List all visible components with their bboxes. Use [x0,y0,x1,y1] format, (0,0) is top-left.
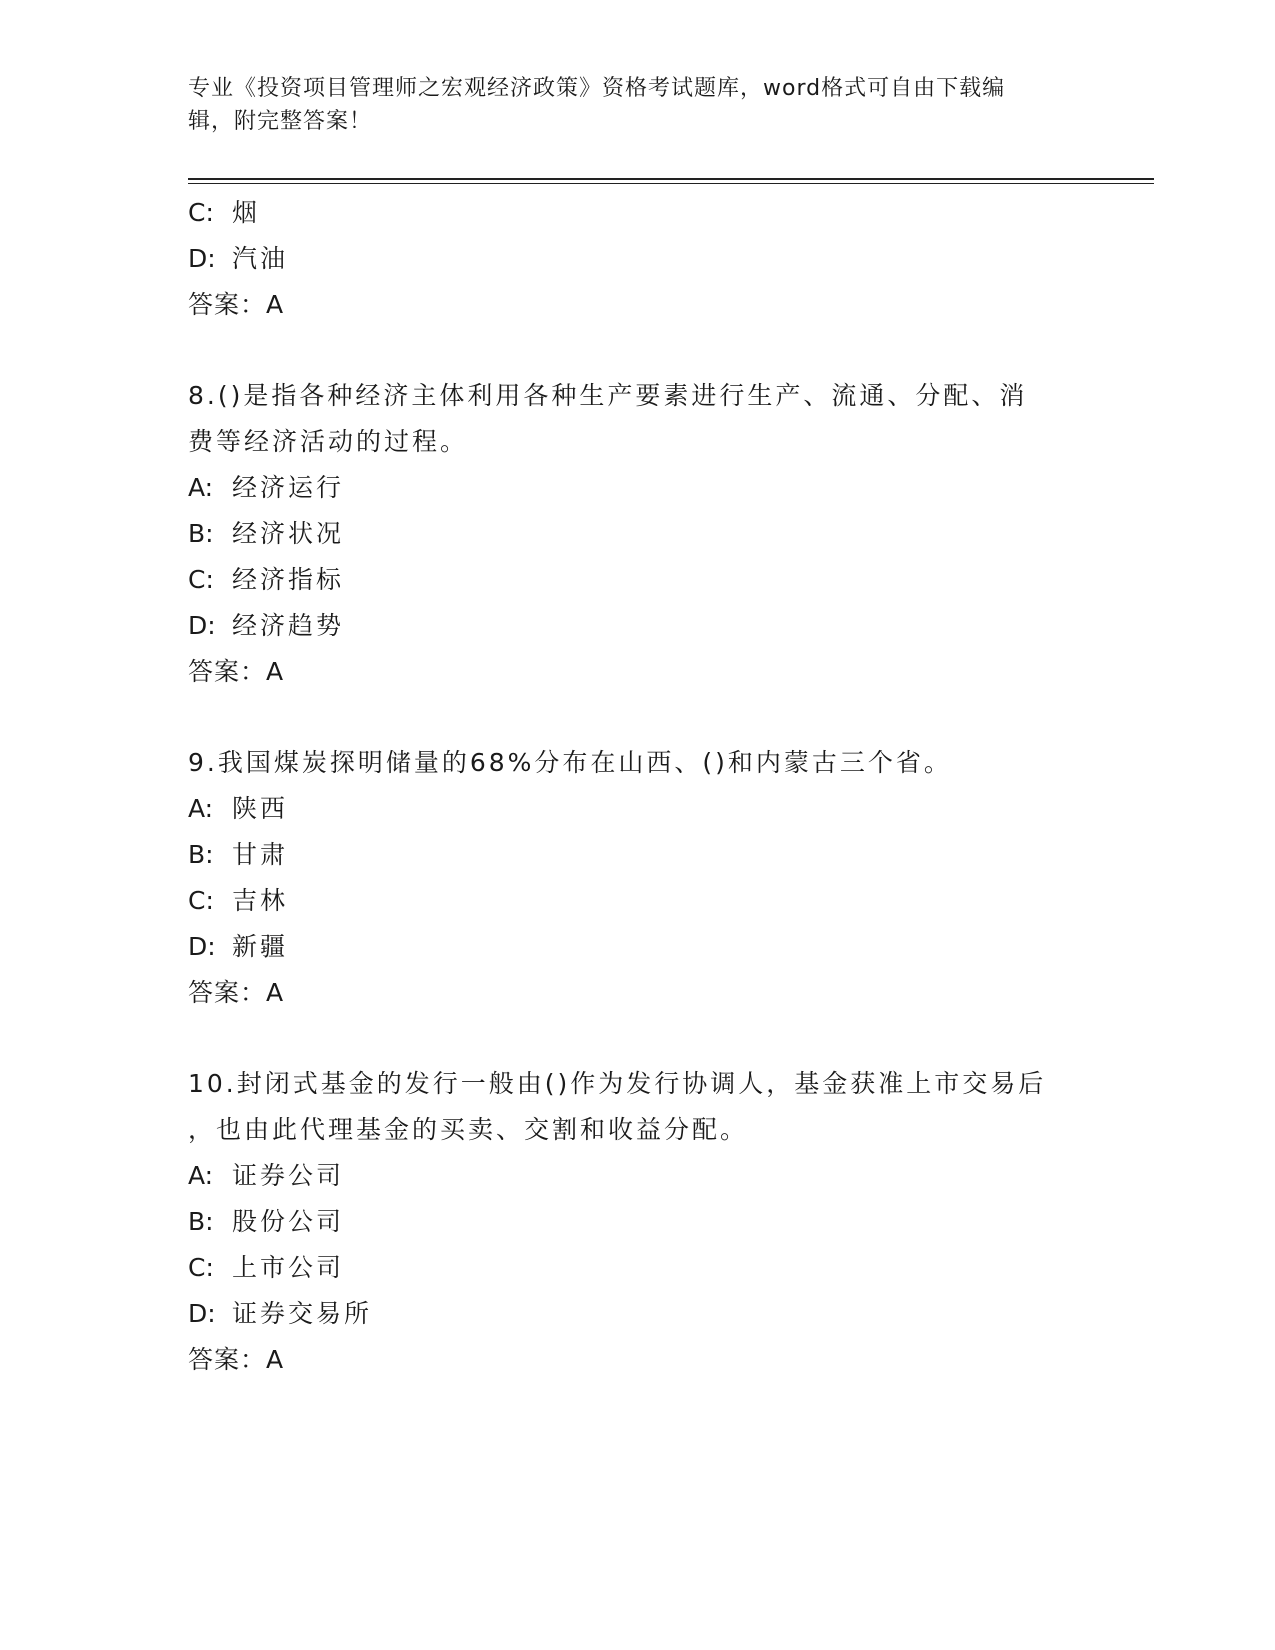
question-stem: ，也由此代理基金的买卖、交割和收益分配。 [188,1115,749,1144]
option-text: 经济运行 [232,473,345,502]
option-key: A: [188,473,214,502]
answer-line: 答案：A [188,657,285,686]
option-row [188,1291,1088,1337]
option-text: 陕西 [232,794,289,823]
option-key: D: [188,244,216,273]
option-row [188,603,1088,649]
question-block [188,740,1088,1016]
option-text: 证券公司 [232,1161,345,1190]
question-list [188,190,1088,1383]
option-row [188,511,1088,557]
option-text: 经济指标 [232,565,345,594]
option-text: 汽油 [232,244,289,273]
option-text: 经济趋势 [232,611,345,640]
question-stem: 9.我国煤炭探明储量的68%分布在山西、()和内蒙古三个省。 [188,748,952,777]
option-row [188,924,1088,970]
option-key: C: [188,886,214,915]
question-block [188,1061,1088,1383]
option-text: 经济状况 [232,519,345,548]
option-text: 上市公司 [232,1253,345,1282]
option-row [188,557,1088,603]
option-text: 股份公司 [232,1207,345,1236]
option-key: B: [188,1207,214,1236]
answer-line: 答案：A [188,978,285,1007]
option-key: D: [188,1299,216,1328]
option-key: C: [188,565,214,594]
option-text: 甘肃 [232,840,289,869]
option-key: A: [188,794,214,823]
answer-line: 答案：A [188,290,285,319]
partial-question [188,190,1088,328]
option-row [188,190,1088,236]
answer-line: 答案：A [188,1345,285,1374]
header-rule-thin [188,183,1154,184]
option-key: A: [188,1161,214,1190]
option-text: 新疆 [232,932,289,961]
option-row [188,465,1088,511]
option-key: C: [188,1253,214,1282]
option-row [188,878,1088,924]
document-header [188,72,1068,138]
question-stem: 费等经济活动的过程。 [188,427,469,456]
option-key: D: [188,932,216,961]
option-row [188,832,1088,878]
question-stem: 8.()是指各种经济主体利用各种生产要素进行生产、流通、分配、消 [188,381,1028,410]
header-line-2: 辑，附完整答案！ [188,109,373,134]
option-row [188,786,1088,832]
option-key: B: [188,840,214,869]
option-key: D: [188,611,216,640]
option-text: 烟 [232,198,261,227]
option-row [188,1245,1088,1291]
option-text: 吉林 [232,886,289,915]
header-rule-thick [188,178,1154,180]
option-row [188,1153,1088,1199]
option-row [188,1199,1088,1245]
option-text: 证券交易所 [232,1299,373,1328]
option-row [188,236,1088,282]
header-line-1: 专业《投资项目管理师之宏观经济政策》资格考试题库，word格式可自由下载编 [188,76,1006,101]
option-key: B: [188,519,214,548]
question-stem: 10.封闭式基金的发行一般由()作为发行协调人，基金获准上市交易后 [188,1069,1047,1098]
question-block [188,373,1088,695]
option-key: C: [188,198,214,227]
